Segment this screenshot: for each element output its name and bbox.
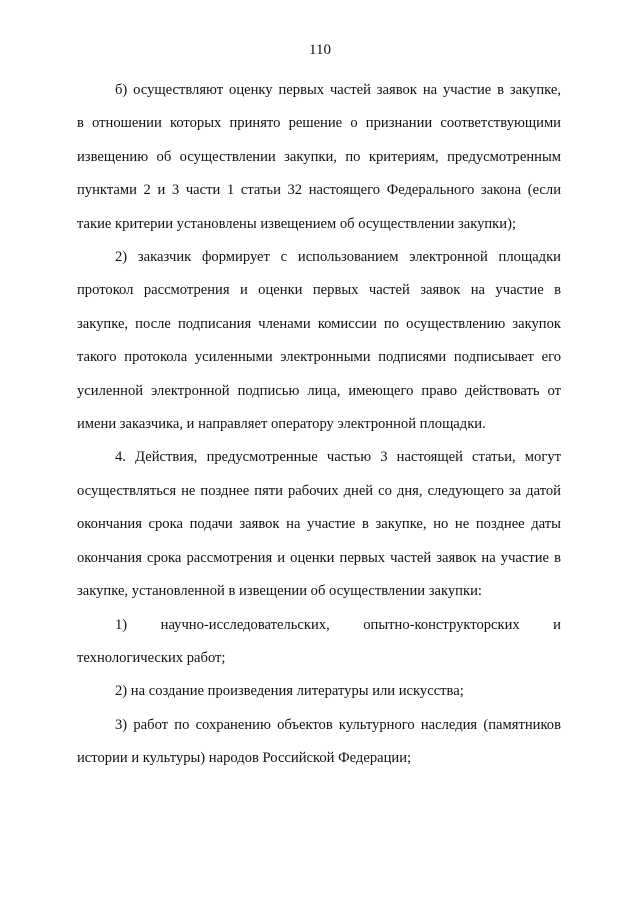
text-line: извещению об осуществлении закупки, по критериям, предусмотренным [77,148,561,165]
text-line: технологических работ; [77,649,226,666]
page-number: 110 [309,42,331,58]
text-line: осуществляться не позднее пяти рабочих дней со дня, следующего за датой [77,482,561,499]
list-item-1 [77,609,561,676]
paragraph-b [77,74,561,241]
text-line: такого протокола усиленными электронными подписями подписывает его [77,349,561,366]
paragraph-2 [77,241,561,441]
text-line: 3) работ по сохранению объектов культурного наследия (памятников [115,716,561,733]
text-line: окончания срока подачи заявок на участие в закупке, но не позднее даты [77,516,561,533]
text-line: 2) заказчик формирует с использованием электронной площадки [115,249,561,266]
text-line: 2) на создание произведения литературы или искусства; [115,683,464,700]
text-line: в отношении которых принято решение о признании соответствующими [77,115,561,132]
text-line: истории и культуры) народов Российской Федерации; [77,750,412,767]
text-line: окончания срока рассмотрения и оценки первых частей заявок на участие в [77,549,561,566]
text-line: закупке, установленной в извещении об осуществлении закупки: [77,583,482,600]
text-line: имени заказчика, и направляет оператору электронной площадки. [77,416,486,433]
text-line: такие критерии установлены извещением об осуществлении закупки); [77,215,516,232]
text-line: 1) научно-исследовательских, опытно-конструкторских и [115,616,561,633]
paragraph-4 [77,441,561,608]
list-item-2 [77,675,561,708]
list-item-3 [77,709,561,776]
text-line: закупке, после подписания членами комиссии по осуществлению закупок [77,315,561,332]
document-body [77,74,561,776]
text-line: пунктами 2 и 3 части 1 статьи 32 настоящего Федерального закона (если [77,182,561,199]
text-line: б) осуществляют оценку первых частей заявок на участие в закупке, [115,82,561,98]
text-line: усиленной электронной подписью лица, имеющего право действовать от [77,382,561,399]
text-line: протокол рассмотрения и оценки первых частей заявок на участие в [77,282,561,299]
text-line: 4. Действия, предусмотренные частью 3 настоящей статьи, могут [115,449,561,466]
